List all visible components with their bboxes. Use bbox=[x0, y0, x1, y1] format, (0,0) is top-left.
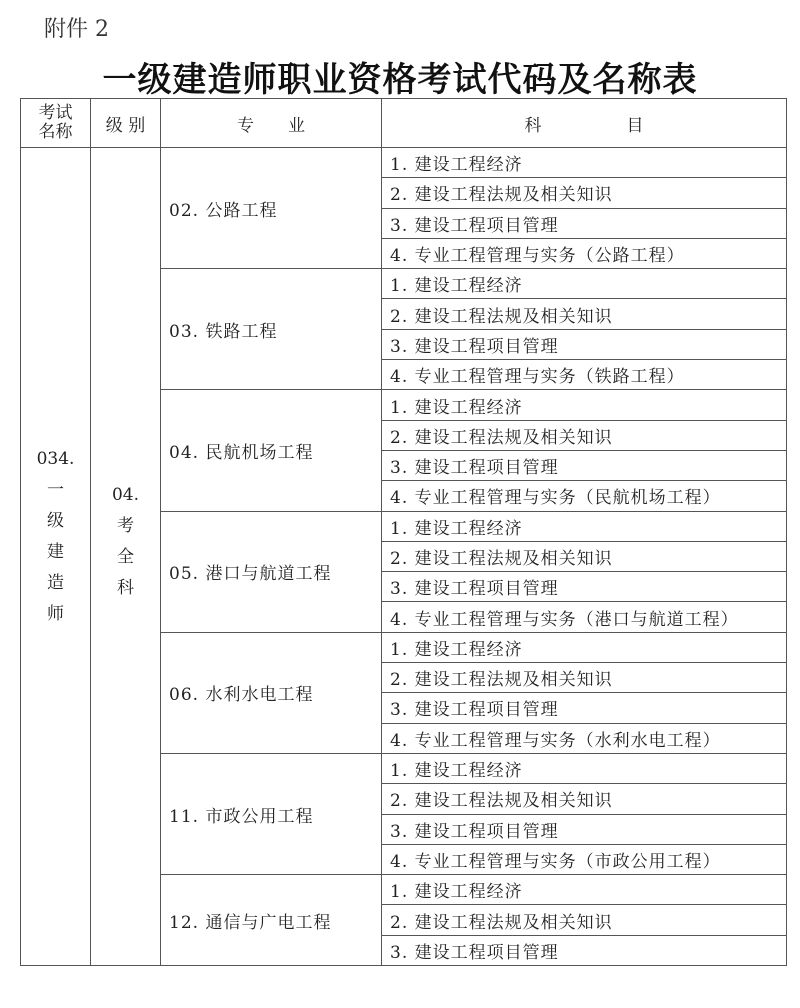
subject-cell: 4. 专业工程管理与实务（港口与航道工程） bbox=[382, 602, 787, 632]
subject-cell: 4. 专业工程管理与实务（民航机场工程） bbox=[382, 481, 787, 511]
exam-code-table bbox=[20, 98, 787, 966]
subject-cell: 1. 建设工程经济 bbox=[382, 511, 787, 541]
major-cell: 06. 水利水电工程 bbox=[161, 632, 382, 753]
subject-cell: 3. 建设工程项目管理 bbox=[382, 208, 787, 238]
subject-cell: 1. 建设工程经济 bbox=[382, 632, 787, 662]
subject-cell: 4. 专业工程管理与实务（水利水电工程） bbox=[382, 723, 787, 753]
major-cell: 04. 民航机场工程 bbox=[161, 390, 382, 511]
subject-cell: 1. 建设工程经济 bbox=[382, 148, 787, 178]
header-major: 专 业 bbox=[161, 99, 382, 148]
subject-cell: 2. 建设工程法规及相关知识 bbox=[382, 663, 787, 693]
level-cell: 04. 考 全 科 bbox=[91, 148, 161, 966]
exam-name-cell: 034. 一 级 建 造 师 bbox=[21, 148, 91, 966]
subject-cell: 2. 建设工程法规及相关知识 bbox=[382, 784, 787, 814]
subject-cell: 2. 建设工程法规及相关知识 bbox=[382, 299, 787, 329]
major-cell: 05. 港口与航道工程 bbox=[161, 511, 382, 632]
header-exam-name: 考试 名称 bbox=[21, 99, 91, 148]
document-title: 一级建造师职业资格考试代码及名称表 bbox=[102, 60, 698, 100]
subject-cell: 2. 建设工程法规及相关知识 bbox=[382, 420, 787, 450]
subject-cell: 3. 建设工程项目管理 bbox=[382, 814, 787, 844]
subject-cell: 3. 建设工程项目管理 bbox=[382, 450, 787, 480]
subject-cell: 1. 建设工程经济 bbox=[382, 390, 787, 420]
subject-cell: 2. 建设工程法规及相关知识 bbox=[382, 541, 787, 571]
major-cell: 12. 通信与广电工程 bbox=[161, 875, 382, 966]
header-subject: 科 目 bbox=[382, 99, 787, 148]
subject-cell: 1. 建设工程经济 bbox=[382, 269, 787, 299]
major-cell: 02. 公路工程 bbox=[161, 148, 382, 269]
attachment-label: 附件 2 bbox=[44, 17, 109, 42]
subject-cell: 4. 专业工程管理与实务（市政公用工程） bbox=[382, 844, 787, 874]
subject-cell: 1. 建设工程经济 bbox=[382, 875, 787, 905]
table-row bbox=[21, 148, 787, 178]
subject-cell: 3. 建设工程项目管理 bbox=[382, 693, 787, 723]
subject-cell: 3. 建设工程项目管理 bbox=[382, 572, 787, 602]
subject-cell: 3. 建设工程项目管理 bbox=[382, 329, 787, 359]
major-cell: 11. 市政公用工程 bbox=[161, 753, 382, 874]
major-cell: 03. 铁路工程 bbox=[161, 269, 382, 390]
header-row bbox=[21, 99, 787, 148]
header-level: 级 别 bbox=[91, 99, 161, 148]
subject-cell: 2. 建设工程法规及相关知识 bbox=[382, 905, 787, 935]
subject-cell: 4. 专业工程管理与实务（公路工程） bbox=[382, 238, 787, 268]
subject-cell: 1. 建设工程经济 bbox=[382, 753, 787, 783]
subject-cell: 3. 建设工程项目管理 bbox=[382, 935, 787, 965]
subject-cell: 4. 专业工程管理与实务（铁路工程） bbox=[382, 360, 787, 390]
subject-cell: 2. 建设工程法规及相关知识 bbox=[382, 178, 787, 208]
